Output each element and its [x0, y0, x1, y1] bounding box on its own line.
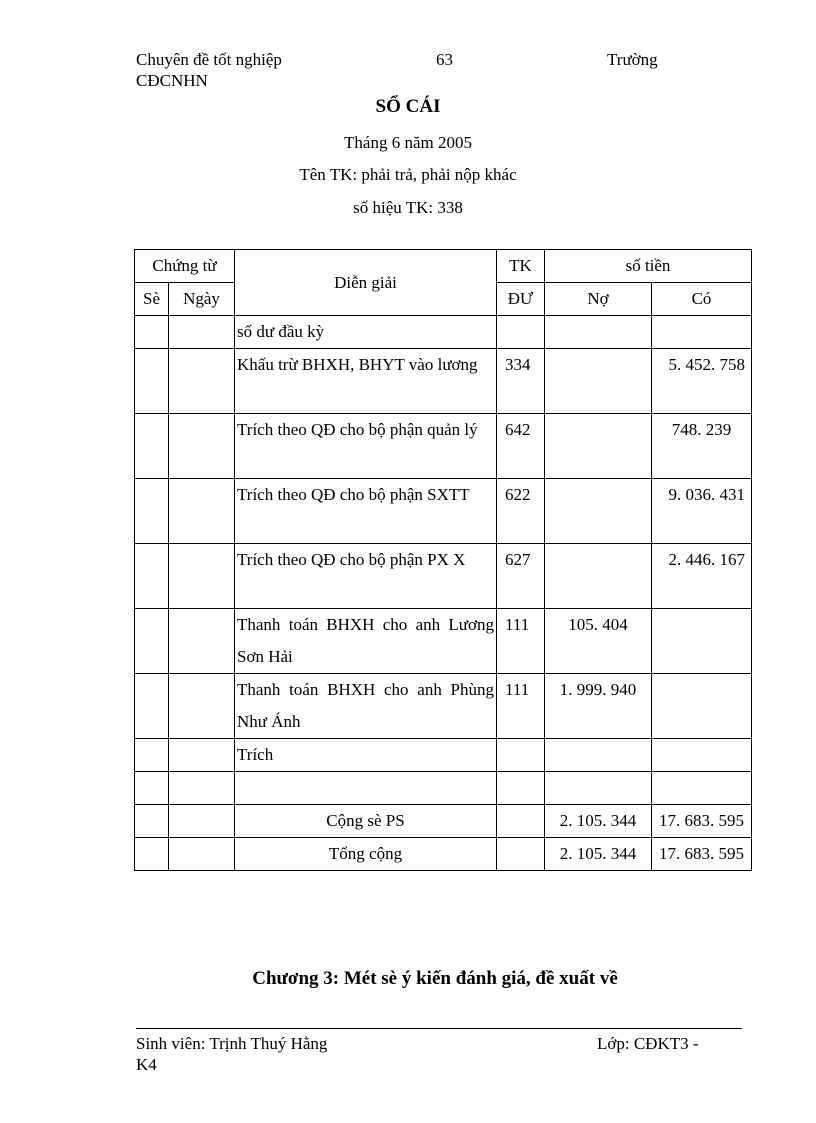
total-ps-credit: 17. 683. 595: [652, 805, 752, 838]
col-header-amount: số tiền: [545, 250, 752, 283]
row-credit: 2. 446. 167: [652, 544, 752, 609]
table-row: [135, 544, 752, 609]
table-row: [135, 414, 752, 479]
table-row: [135, 479, 752, 544]
row-description: Trích theo QĐ cho bộ phận SXTT: [235, 479, 497, 544]
grand-total-credit: 17. 683. 595: [652, 838, 752, 871]
row-credit: [652, 739, 752, 772]
row-tk: [497, 316, 545, 349]
row-debit: 105. 404: [545, 609, 652, 674]
row-credit: [652, 609, 752, 674]
col-header-debit: Nợ: [545, 283, 652, 316]
page-number: 63: [436, 50, 453, 69]
row-credit: 9. 036. 431: [652, 479, 752, 544]
col-header-description: Diễn giải: [235, 250, 497, 316]
row-credit: [652, 316, 752, 349]
total-ps-row: [135, 805, 752, 838]
chapter-heading: Chương 3: Mét sè ý kiến đánh giá, đề xuất về: [252, 968, 618, 989]
row-debit: [545, 349, 652, 414]
row-description: Trích theo QĐ cho bộ phận PX X: [235, 544, 497, 609]
row-description: Thanh toán BHXH cho anh Phùng Như Ánh: [235, 674, 497, 739]
row-description: Khấu trừ BHXH, BHYT vào lương: [235, 349, 497, 414]
col-header-tk-du: ĐƯ: [497, 283, 545, 316]
header-left: Chuyên đề tốt nghiệp: [136, 50, 282, 69]
ledger-table: [134, 249, 752, 871]
row-debit: [545, 414, 652, 479]
row-tk: 111: [497, 609, 545, 674]
row-debit: [545, 316, 652, 349]
col-header-credit: Có: [652, 283, 752, 316]
footer-student: Sinh viên: Trịnh Thuý Hằng: [136, 1034, 328, 1053]
footer-class: Lớp: CĐKT3 -: [597, 1034, 699, 1053]
total-ps-label: Cộng sè PS: [235, 805, 497, 838]
row-description: [235, 772, 497, 805]
col-header-voucher-no: Sè: [135, 283, 169, 316]
ledger-title: SỔ CÁI: [375, 96, 441, 117]
table-header-row: [135, 250, 752, 283]
row-debit: [545, 544, 652, 609]
footer-divider: [136, 1028, 742, 1029]
ledger-period: Tháng 6 năm 2005: [344, 133, 472, 152]
header-right: Trường: [607, 50, 658, 69]
grand-total-row: [135, 838, 752, 871]
footer-class-continued: K4: [136, 1055, 157, 1074]
row-description: Trích: [235, 739, 497, 772]
col-header-tk: TK: [497, 250, 545, 283]
row-debit: [545, 739, 652, 772]
grand-total-label: Tổng cộng: [235, 838, 497, 871]
grand-total-debit: 2. 105. 344: [545, 838, 652, 871]
table-row: [135, 739, 752, 772]
row-tk: 111: [497, 674, 545, 739]
row-debit: [545, 479, 652, 544]
row-tk: [497, 772, 545, 805]
row-tk: 622: [497, 479, 545, 544]
row-credit: [652, 772, 752, 805]
ledger-account-number: số hiệu TK: 338: [353, 198, 463, 217]
col-header-voucher: Chứng từ: [135, 250, 235, 283]
row-description: Thanh toán BHXH cho anh Lương Sơn Hải: [235, 609, 497, 674]
row-tk: [497, 739, 545, 772]
row-tk: 642: [497, 414, 545, 479]
col-header-voucher-date: Ngày: [169, 283, 235, 316]
table-row: [135, 674, 752, 739]
row-description: Trích theo QĐ cho bộ phận quản lý: [235, 414, 497, 479]
row-tk: 334: [497, 349, 545, 414]
row-debit: [545, 772, 652, 805]
table-row: [135, 316, 752, 349]
table-row: [135, 609, 752, 674]
row-credit: 748. 239: [652, 414, 752, 479]
row-credit: [652, 674, 752, 739]
row-debit: 1. 999. 940: [545, 674, 652, 739]
row-tk: 627: [497, 544, 545, 609]
row-credit: 5. 452. 758: [652, 349, 752, 414]
row-description: số dư đầu kỳ: [235, 316, 497, 349]
ledger-account-name: Tên TK: phải trả, phải nộp khác: [299, 165, 517, 184]
total-ps-debit: 2. 105. 344: [545, 805, 652, 838]
header-left-continued: CĐCNHN: [136, 71, 208, 90]
table-row: [135, 349, 752, 414]
table-row: [135, 772, 752, 805]
